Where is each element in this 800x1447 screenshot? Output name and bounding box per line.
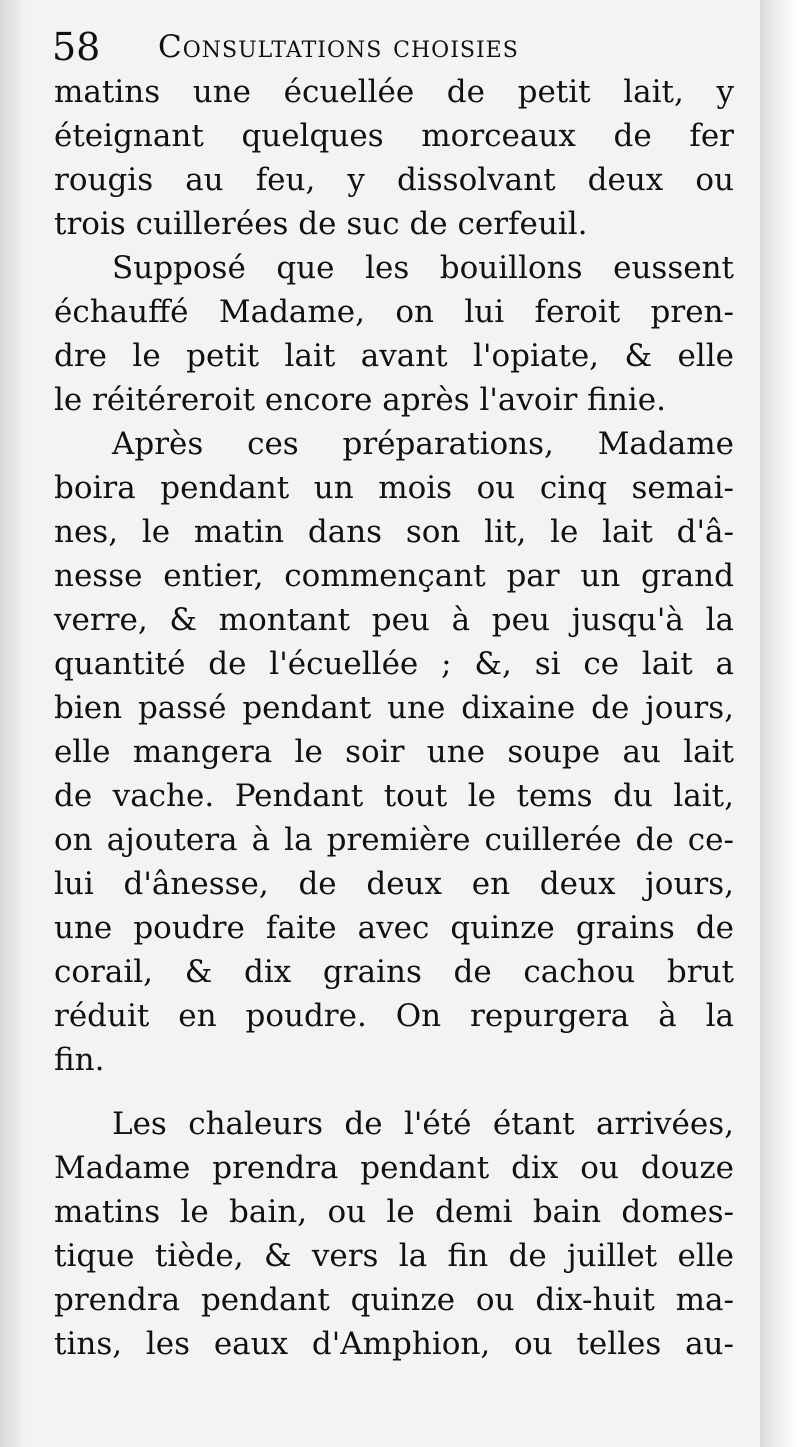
page-number: 58 xyxy=(52,25,101,69)
body-text xyxy=(54,70,734,1366)
text-line: éteignant quelques morceaux de fer xyxy=(54,118,734,154)
page-edge xyxy=(760,0,800,1447)
text-line: quantité de l'écuellée ; &, si ce lait a xyxy=(54,646,734,682)
text-line: réduit en poudre. On repurgera à la xyxy=(54,998,734,1034)
text-line: verre, & montant peu à peu jusqu'à la xyxy=(54,602,734,638)
paragraph xyxy=(54,422,734,1082)
text-line: Après ces préparations, Madame xyxy=(112,426,734,462)
text-line: trois cuillerées de suc de cerfeuil. xyxy=(54,206,588,242)
gutter-shadow xyxy=(0,0,26,1447)
text-line: boira pendant un mois ou cinq semai- xyxy=(54,470,734,506)
page-header xyxy=(52,22,612,72)
text-line: Supposé que les bouillons eussent xyxy=(112,250,734,286)
text-line: elle mangera le soir une soupe au lait xyxy=(54,734,734,770)
running-title: Consultations choisies xyxy=(158,29,519,65)
text-line: dre le petit lait avant l'opiate, & elle xyxy=(54,338,734,374)
text-line: une poudre faite avec quinze grains de xyxy=(54,910,734,946)
text-line: corail, & dix grains de cachou brut xyxy=(54,954,734,990)
text-line: bien passé pendant une dixaine de jours, xyxy=(54,690,734,726)
text-line: Madame prendra pendant dix ou douze xyxy=(54,1150,734,1186)
text-line: tins, les eaux d'Amphion, ou telles au- xyxy=(54,1326,734,1362)
paragraph xyxy=(54,70,734,246)
text-line: de vache. Pendant tout le tems du lait, xyxy=(54,778,734,814)
text-line: prendra pendant quinze ou dix-huit ma- xyxy=(54,1282,734,1318)
text-line: rougis au feu, y dissolvant deux ou xyxy=(54,162,734,198)
text-line: matins une écuellée de petit lait, y xyxy=(54,74,734,110)
text-line: le réitéreroit encore après l'avoir finie. xyxy=(54,382,666,418)
text-line: échauffé Madame, on lui feroit pren- xyxy=(54,294,734,330)
paragraph-gap xyxy=(54,1082,734,1102)
text-line: lui d'ânesse, de deux en deux jours, xyxy=(54,866,734,902)
paragraph xyxy=(54,246,734,422)
text-line: tique tiède, & vers la fin de juillet elle xyxy=(54,1238,734,1274)
text-line: matins le bain, ou le demi bain domes- xyxy=(54,1194,734,1230)
text-line: nesse entier, commençant par un grand xyxy=(54,558,734,594)
paragraph xyxy=(54,1102,734,1366)
text-line: on ajoutera à la première cuillerée de ce- xyxy=(54,822,734,858)
text-line: nes, le matin dans son lit, le lait d'â- xyxy=(54,514,734,550)
text-line: fin. xyxy=(54,1042,105,1078)
text-line: Les chaleurs de l'été étant arrivées, xyxy=(112,1106,734,1142)
